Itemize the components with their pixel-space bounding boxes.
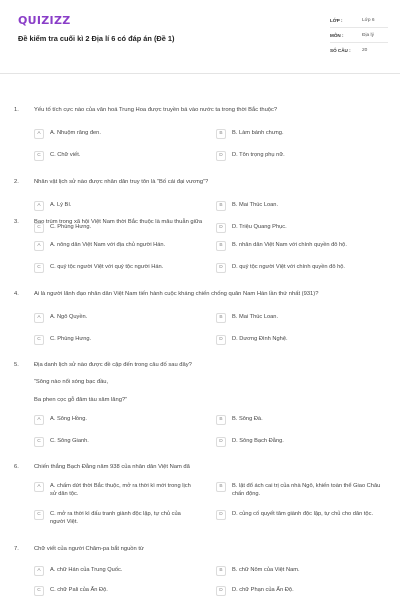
option-letter: C [34, 335, 44, 345]
option-letter: A [34, 482, 44, 492]
option-d[interactable] [216, 587, 381, 596]
meta-row-grade [330, 13, 388, 28]
page-title: Đề kiểm tra cuối kì 2 Địa lí 6 có đáp án (Đề 1) [18, 34, 175, 43]
option-b[interactable] [216, 130, 381, 139]
option-letter: C [34, 510, 44, 520]
option-letter: C [34, 586, 44, 596]
question-text: 5. Địa danh lịch sử nào được đề cập đến trong câu đố sau đây? “Sông nào nổi sóng bạc đầu, Ba phen cọc gỗ đâm tàu xâm lăng?” [14, 361, 384, 404]
meta-value-question-count: 20 [362, 48, 368, 53]
option-c[interactable] [34, 152, 194, 161]
option-letter: B [216, 129, 226, 139]
option-letter: D [216, 151, 226, 161]
question-quote-line: Ba phen cọc gỗ đâm tàu xâm lăng?” [34, 396, 128, 403]
option-d[interactable] [216, 336, 381, 345]
option-text: B. Mai Thúc Loan. [232, 202, 279, 208]
question-text: 6. Chiến thắng Bạch Đằng năm 938 của nhân dân Việt Nam đã [14, 464, 190, 470]
option-b[interactable] [216, 483, 381, 498]
option-text: D. Dương Đình Nghệ. [232, 336, 288, 342]
meta-label-question-count: SỐ CÂU : [330, 48, 351, 53]
option-a[interactable] [34, 483, 194, 498]
option-letter: D [216, 437, 226, 447]
option-letter: B [216, 415, 226, 425]
option-letter: A [34, 129, 44, 139]
option-letter: B [216, 313, 226, 323]
option-b[interactable] [216, 242, 381, 251]
option-text: A. chấm dứt thời Bắc thuộc, mở ra thời kì mới trong lịch sử dân tộc. [50, 483, 191, 497]
option-text: B. lật đổ ách cai trị của nhà Ngô, khiến toàn thể Giao Châu chấn động. [232, 483, 381, 497]
option-text: C. chữ Pali của Ấn Độ. [50, 587, 108, 593]
option-letter: D [216, 586, 226, 596]
option-letter: C [34, 437, 44, 447]
option-text: B. Sông Đà. [232, 416, 263, 422]
option-text: A. Sông Hồng. [50, 416, 87, 422]
option-text: A. Lý Bí. [50, 202, 72, 208]
option-text: B. Làm bánh chưng. [232, 130, 284, 136]
meta-label-grade: LỚP : [330, 17, 343, 23]
option-d[interactable] [216, 438, 381, 447]
option-b[interactable] [216, 314, 381, 323]
option-d[interactable] [216, 264, 381, 273]
option-text: A. Ngô Quyền. [50, 314, 88, 320]
header-divider [0, 73, 400, 74]
option-letter: A [34, 241, 44, 251]
option-letter: B [216, 482, 226, 492]
option-text: C. mở ra thời kì đấu tranh giành độc lập, tự chủ của người Việt. [50, 511, 181, 525]
question-text: 3. Bao trùm trong xã hội Việt Nam thời Bắc thuộc là mâu thuẫn giữa [14, 219, 203, 225]
question-quote-line: “Sông nào nổi sóng bạc đầu, [34, 379, 109, 386]
option-a[interactable] [34, 416, 194, 425]
question-number: 4. [14, 291, 19, 297]
option-a[interactable] [34, 314, 194, 323]
option-d[interactable] [216, 511, 381, 520]
option-c[interactable] [34, 264, 194, 273]
question-number: 5. [14, 362, 19, 368]
worksheet-header [0, 0, 400, 74]
option-text: C. Chữ viết. [50, 152, 81, 158]
option-text: D. Sông Bạch Đằng. [232, 438, 284, 444]
option-text: B. Mai Thúc Loan. [232, 314, 279, 320]
option-c[interactable] [34, 438, 194, 447]
question-text: 4. Ai là người lãnh đạo nhân dân Việt Nam tiến hành cuộc kháng chiến chống quân Nam Hán lần thứ nhất (931)? [14, 291, 319, 297]
meta-label-subject: MÔN : [330, 32, 344, 38]
option-a[interactable] [34, 567, 194, 576]
option-text: A. chữ Hán của Trung Quốc. [50, 567, 123, 573]
option-letter: B [216, 566, 226, 576]
option-d[interactable] [216, 152, 381, 161]
option-text: B. chữ Nôm của Việt Nam. [232, 567, 300, 573]
option-text: B. nhân dân Việt Nam với chính quyền đô hộ. [232, 242, 347, 248]
option-c[interactable] [34, 336, 194, 345]
option-text: A. nông dân Việt Nam với địa chủ người Hán. [50, 242, 166, 248]
meta-value-subject: Địa lý [362, 32, 374, 38]
option-letter: C [34, 223, 44, 233]
option-text: D. Tôn trọng phụ nữ. [232, 152, 285, 158]
meta-row-question-count [330, 43, 388, 58]
option-letter: D [216, 263, 226, 273]
option-a[interactable] [34, 202, 194, 211]
option-text: D. chữ Phạn của Ấn Độ. [232, 587, 294, 593]
option-letter: C [34, 151, 44, 161]
option-b[interactable] [216, 416, 381, 425]
meta-value-grade: Lớp 6 [362, 17, 375, 23]
option-b[interactable] [216, 202, 381, 211]
question-text: 1. Yếu tố tích cực nào của văn hoá Trung Hoa được truyền bá vào nước ta trong thời Bắc thuộc? [14, 107, 278, 113]
question-number: 3. [14, 219, 19, 225]
option-b[interactable] [216, 567, 381, 576]
option-text: C. quý tộc người Việt với quý tộc người Hán. [50, 264, 164, 270]
question-text: 2. Nhân vật lịch sử nào được nhân dân truy tôn là “Bố cái đại vương”? [14, 179, 209, 185]
option-a[interactable] [34, 130, 194, 139]
option-letter: B [216, 241, 226, 251]
option-text: C. Phùng Hưng. [50, 224, 92, 230]
option-text: C. Sông Gianh. [50, 438, 89, 444]
option-letter: D [216, 223, 226, 233]
option-text: D. củng cố quyết tâm giành độc lập, tự chủ cho dân tộc. [232, 511, 374, 517]
quizizz-logo: QUIZIZZ [18, 14, 71, 27]
option-letter: A [34, 313, 44, 323]
question-number: 1. [14, 107, 19, 113]
worksheet-meta [330, 13, 388, 58]
question-number: 2. [14, 179, 19, 185]
option-letter: D [216, 335, 226, 345]
option-text: C. Phùng Hưng. [50, 336, 92, 342]
question-number: 7. [14, 546, 19, 552]
option-letter: A [34, 415, 44, 425]
option-text: D. Triệu Quang Phục. [232, 224, 287, 230]
option-letter: A [34, 566, 44, 576]
option-text: D. quý tộc người Việt với chính quyền đô hộ. [232, 264, 345, 270]
option-letter: B [216, 201, 226, 211]
question-number: 6. [14, 464, 19, 470]
option-c[interactable] [34, 587, 194, 596]
option-letter: D [216, 510, 226, 520]
option-letter: C [34, 263, 44, 273]
option-text: A. Nhuộm răng đen. [50, 130, 101, 136]
meta-row-subject [330, 28, 388, 43]
option-a[interactable] [34, 242, 194, 251]
option-letter: A [34, 201, 44, 211]
option-c[interactable] [34, 511, 194, 526]
question-text: 7. Chữ viết của người Chăm-pa bắt nguồn từ [14, 546, 144, 552]
